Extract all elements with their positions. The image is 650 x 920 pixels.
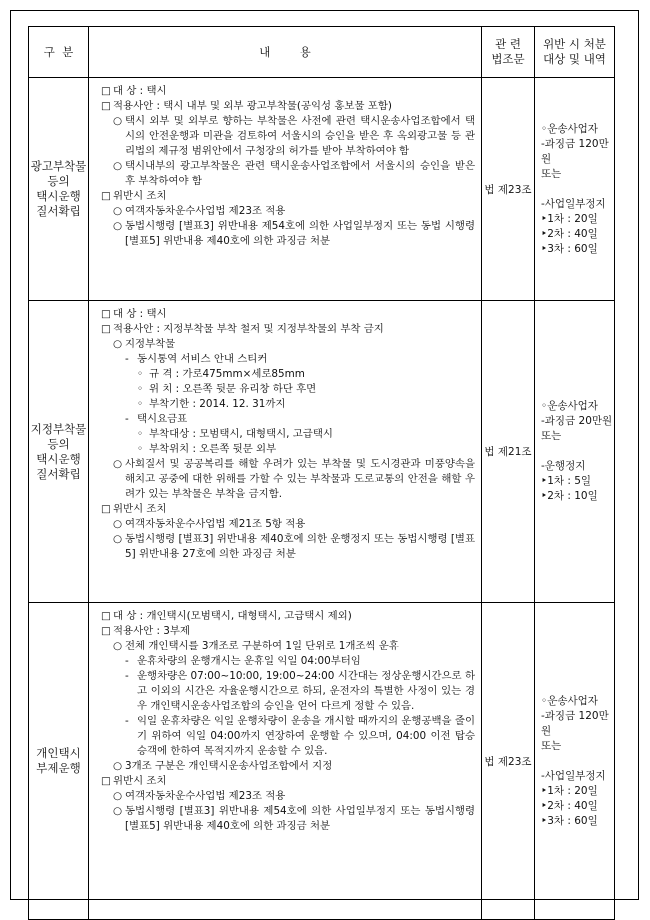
content-line <box>101 337 475 352</box>
row-content <box>89 78 482 301</box>
row-penalty: ◦운송사업자 -과징금 120만원 또는 -사업일부정지 ‣1차 : 20일 ‣2차 : 40일 ‣3차 : 60일 <box>535 78 615 301</box>
content-text: 위반시 조치 <box>113 503 167 515</box>
content-line <box>101 654 475 669</box>
content-text: 택시요금표 <box>137 413 188 425</box>
dot-bullet-icon <box>137 382 149 397</box>
content-text: 동법시행령 [별표3] 위반내용 제40호에 의한 운행정지 또는 동법시행령 [별표5] 위반내용 27호에 의한 과징금 처분 <box>125 533 475 560</box>
content-text: 부착기한 : 2014. 12. 31까지 <box>149 398 286 410</box>
table-row <box>29 301 615 603</box>
square-bullet-icon <box>101 502 113 517</box>
content-line <box>101 714 475 759</box>
circle-bullet-icon <box>113 639 125 654</box>
square-bullet-icon <box>101 322 113 337</box>
content-text: 여객자동차운수사업법 제23조 적용 <box>125 205 286 217</box>
dash-bullet-icon <box>125 669 137 684</box>
content-text: 위반시 조치 <box>113 190 167 202</box>
content-line <box>101 322 475 337</box>
content-line <box>101 204 475 219</box>
content-line <box>101 352 475 367</box>
content-line <box>101 159 475 189</box>
content-text: 적용사안 : 3부제 <box>113 625 190 637</box>
content-text: 전체 개인택시를 3개조로 구분하여 1일 단위로 1개조씩 운휴 <box>125 640 399 652</box>
content-line <box>101 427 475 442</box>
row-content <box>89 301 482 603</box>
circle-bullet-icon <box>113 517 125 532</box>
dash-bullet-icon <box>125 714 137 729</box>
circle-bullet-icon <box>113 337 125 352</box>
content-line <box>101 84 475 99</box>
circle-bullet-icon <box>113 789 125 804</box>
content-text: 여객자동차운수사업법 제21조 5항 적용 <box>125 518 306 530</box>
content-line <box>101 532 475 562</box>
dash-bullet-icon <box>125 654 137 669</box>
content-line <box>101 114 475 159</box>
content-line <box>101 307 475 322</box>
content-line <box>101 639 475 654</box>
circle-bullet-icon <box>113 219 125 234</box>
content-text: 동법시행령 [별표3] 위반내용 제54호에 의한 사업일부정지 또는 동법시행령 [별표5] 위반내용 제40호에 의한 과징금 처분 <box>125 805 475 832</box>
circle-bullet-icon <box>113 532 125 547</box>
row-content <box>89 603 482 920</box>
row-law: 법 제23조 <box>482 603 535 920</box>
dot-bullet-icon <box>137 397 149 412</box>
dash-bullet-icon <box>125 352 137 367</box>
content-line <box>101 412 475 427</box>
circle-bullet-icon <box>113 759 125 774</box>
content-text: 적용사안 : 지정부착물 부착 철저 및 지정부착물외 부착 금지 <box>113 323 384 335</box>
content-line <box>101 457 475 502</box>
content-line <box>101 517 475 532</box>
header-law: 관 련 법조문 <box>482 27 535 78</box>
content-text: 3개조 구분은 개인택시운송사업조합에서 지정 <box>125 760 333 772</box>
content-text: 동법시행령 [별표3] 위반내용 제54호에 의한 사업일부정지 또는 동법 시행령 [별표5] 위반내용 제40호에 의한 과징금 처분 <box>125 220 475 247</box>
content-line <box>101 774 475 789</box>
dot-bullet-icon <box>137 442 149 457</box>
content-line <box>101 502 475 517</box>
table-row <box>29 603 615 920</box>
content-line <box>101 219 475 249</box>
circle-bullet-icon <box>113 114 125 129</box>
content-text: 적용사안 : 택시 내부 및 외부 광고부착물(공익성 홍보물 포함) <box>113 100 392 112</box>
content-text: 운휴차량의 운행개시는 운휴일 익일 04:00부터임 <box>137 655 361 667</box>
content-text: 지정부착물 <box>125 338 176 350</box>
content-line <box>101 397 475 412</box>
header-category: 구 분 <box>29 27 89 78</box>
circle-bullet-icon <box>113 159 125 174</box>
dot-bullet-icon <box>137 367 149 382</box>
content-text: 대 상 : 택시 <box>113 85 167 97</box>
circle-bullet-icon <box>113 457 125 472</box>
row-penalty: ◦운송사업자 -과징금 120만원 또는 -사업일부정지 ‣1차 : 20일 ‣2차 : 40일 ‣3차 : 60일 <box>535 603 615 920</box>
content-text: 규 격 : 가로475mm×세로85mm <box>149 368 305 380</box>
table-row <box>29 78 615 301</box>
content-line <box>101 789 475 804</box>
header-content: 내 용 <box>89 27 482 78</box>
content-line <box>101 442 475 457</box>
content-text: 부착대상 : 모범택시, 대형택시, 고급택시 <box>149 428 333 440</box>
content-text: 여객자동차운수사업법 제23조 적용 <box>125 790 286 802</box>
content-text: 운행차량은 07:00~10:00, 19:00~24:00 시간대는 정상운행시간으로 하고 이외의 시간은 자율운행시간으로 하되, 운전자의 특별한 사정이 있는 경우 개인택시운송사업조합의 승인을 얻어 다르게 정할 수 있음. <box>137 670 475 712</box>
content-line <box>101 669 475 714</box>
header-row <box>29 27 615 78</box>
square-bullet-icon <box>101 99 113 114</box>
circle-bullet-icon <box>113 204 125 219</box>
content-text: 동시통역 서비스 안내 스티커 <box>137 353 268 365</box>
dash-bullet-icon <box>125 412 137 427</box>
square-bullet-icon <box>101 609 113 624</box>
content-line <box>101 99 475 114</box>
content-text: 부착위치 : 오른쪽 뒷문 외부 <box>149 443 277 455</box>
content-text: 택시내부의 광고부착물은 관련 택시운송사업조합에서 서울시의 승인을 받은 후 부착하여야 함 <box>125 160 475 187</box>
row-law: 법 제21조 <box>482 301 535 603</box>
content-line <box>101 609 475 624</box>
header-penalty: 위반 시 처분 대상 및 내역 <box>535 27 615 78</box>
content-line <box>101 382 475 397</box>
content-text: 위 치 : 오른쪽 뒷문 유리창 하단 후면 <box>149 383 317 395</box>
regulation-table <box>28 26 615 920</box>
dot-bullet-icon <box>137 427 149 442</box>
content-line <box>101 804 475 834</box>
content-text: 택시 외부 및 외부로 향하는 부착물은 사전에 관련 택시운송사업조합에서 택시의 안전운행과 미관을 검토하여 서울시의 승인을 받은 후 옥외광고물 등 관리법의 제규정 범위안에서 구청장의 허가를 받아 부착하여야 함 <box>125 115 475 157</box>
square-bullet-icon <box>101 189 113 204</box>
content-line <box>101 759 475 774</box>
square-bullet-icon <box>101 774 113 789</box>
square-bullet-icon <box>101 307 113 322</box>
content-line <box>101 189 475 204</box>
row-penalty: ◦운송사업자 -과징금 20만원 또는 -운행정지 ‣1차 : 5일 ‣2차 : 10일 <box>535 301 615 603</box>
content-text: 위반시 조치 <box>113 775 167 787</box>
row-category: 광고부착물 등의 택시운행 질서확립 <box>29 78 89 301</box>
square-bullet-icon <box>101 84 113 99</box>
content-text: 대 상 : 택시 <box>113 308 167 320</box>
row-category: 개인택시 부제운행 <box>29 603 89 920</box>
content-text: 대 상 : 개인택시(모범택시, 대형택시, 고급택시 제외) <box>113 610 352 622</box>
content-text: 익일 운휴차량은 익일 운행차량이 운송을 개시할 때까지의 운행공백을 줄이기 위하여 익일 04:00까지 연장하여 운행할 수 있으며, 04:00 이전 탑승 승객에 한하여 목적지까지 운송할 수 있음. <box>137 715 475 757</box>
row-category: 지정부착물 등의 택시운행 질서확립 <box>29 301 89 603</box>
content-line <box>101 367 475 382</box>
content-text: 사회질서 및 공공복리를 해할 우려가 있는 부착물 및 도시경관과 미풍양속을 해치고 공중에 대한 위해를 가할 수 있는 부착물과 도로교통의 안전을 해할 우려가 있는 부착물은 부착을 금지함. <box>125 458 475 500</box>
row-law: 법 제23조 <box>482 78 535 301</box>
circle-bullet-icon <box>113 804 125 819</box>
content-line <box>101 624 475 639</box>
square-bullet-icon <box>101 624 113 639</box>
